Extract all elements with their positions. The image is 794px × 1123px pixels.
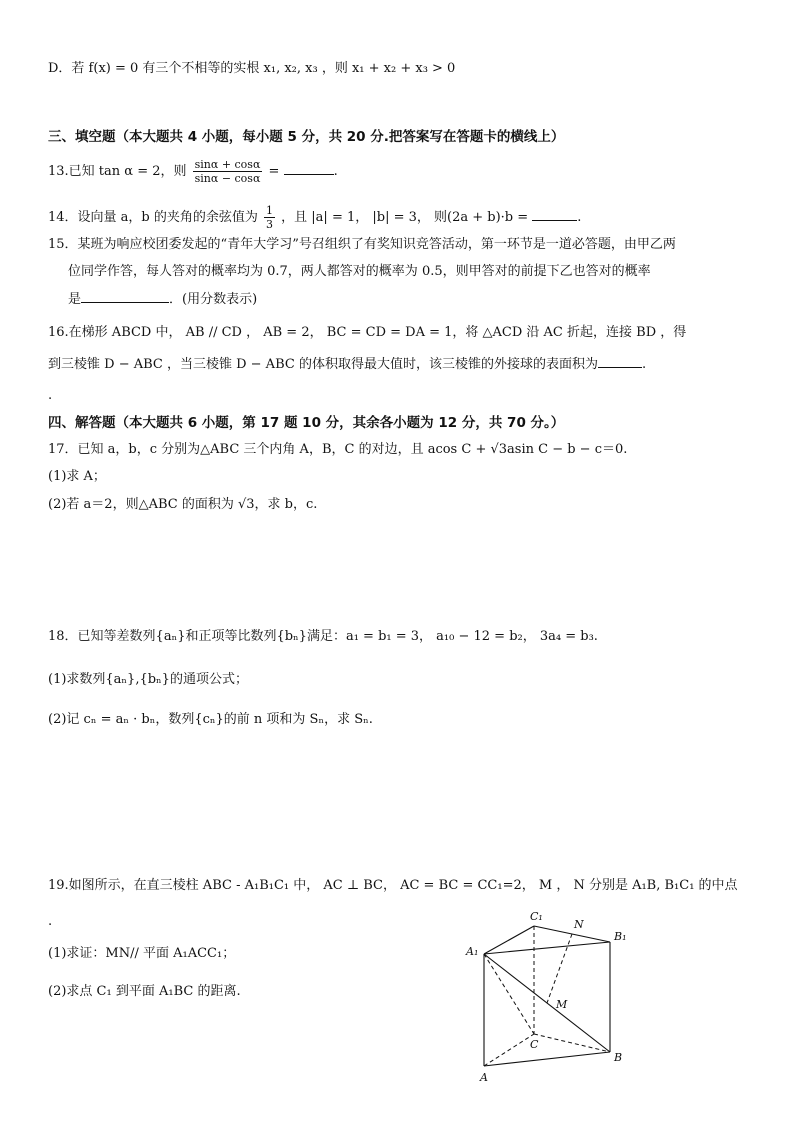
q13-numerator: sinα + cosα — [194, 158, 261, 171]
q14-numerator: 1 — [266, 204, 274, 217]
q19-part-2: (2)求点 C₁ 到平面 A₁BC 的距离. — [48, 984, 241, 999]
q14-prefix: 14．设向量 a，b 的夹角的余弦值为 — [48, 210, 258, 225]
q15-answer-blank[interactable] — [81, 290, 169, 303]
option-d: D．若 f(x) = 0 有三个不相等的实根 x₁, x₂, x₃ ，则 x₁ + x₂ + x₃ > 0 — [48, 61, 456, 76]
q15-line-1: 15．某班为响应校团委发起的“青年大学习”号召组织了有奖知识竞答活动，第一环节是一道必答题，由甲乙两 — [48, 237, 676, 252]
q19-part-1: (1)求证：MN// 平面 A₁ACC₁； — [48, 946, 236, 961]
q19-stem: 19.如图所示，在直三棱柱 ABC - A₁B₁C₁ 中， AC ⊥ BC， AC = BC = CC₁=2， M ， N 分别是 A₁B, B₁C₁ 的中点 — [48, 878, 738, 893]
q19-dot: . — [48, 914, 53, 929]
label-a: A — [480, 1071, 488, 1084]
question-14 — [48, 204, 581, 231]
q17-stem: 17．已知 a，b，c 分别为△ABC 三个内角 A，B，C 的对边，且 acos C + √3asin C − b − c＝0. — [48, 442, 628, 457]
q15-line-3-end: ．(用分数表示) — [169, 292, 258, 307]
stray-dot: . — [48, 388, 53, 403]
q13-prefix: 13.已知 tan α = 2，则 — [48, 164, 187, 179]
hidden-segment-n-m — [547, 934, 572, 1003]
q16-answer-blank[interactable] — [598, 355, 642, 368]
q16-line-2-text: 到三棱锥 D − ABC ，当三棱锥 D − ABC 的体积取得最大值时，该三棱锥的外接球的表面积为 — [48, 357, 598, 372]
q18-part-2: (2)记 cₙ = aₙ · bₙ，数列{cₙ}的前 n 项和为 Sₙ，求 Sₙ. — [48, 712, 373, 727]
label-c: C — [530, 1038, 539, 1051]
label-m: M — [556, 998, 568, 1011]
section-4-heading: 四、解答题（本大题共 6 小题，第 17 题 10 分，其余各小题为 12 分，共 70 分。） — [48, 415, 565, 431]
q18-stem: 18．已知等差数列{aₙ}和正项等比数列{bₙ}满足：a₁ = b₁ = 3， a₁₀ − 12 = b₂， 3a₄ = b₃. — [48, 629, 598, 644]
q13-answer-blank[interactable] — [284, 162, 334, 175]
q17-part-2: (2)若 a＝2，则△ABC 的面积为 √3，求 b，c. — [48, 497, 318, 512]
hidden-segment-a1-c — [484, 954, 534, 1034]
q14-fraction — [264, 204, 275, 231]
q14-end: . — [577, 210, 582, 225]
q14-rest: ，且 |a| = 1， |b| = 3， 则(2a + b)·b = — [281, 210, 529, 225]
prism-figure — [462, 908, 662, 1088]
label-n: N — [574, 918, 584, 931]
q17-part-1: (1)求 A； — [48, 469, 106, 484]
q16-line-1: 16.在梯形 ABCD 中， AB // CD ， AB = 2， BC = CD = DA = 1，将 △ACD 沿 AC 折起，连接 BD ，得 — [48, 325, 687, 340]
label-b1: B₁ — [614, 930, 627, 943]
q18-part-1: (1)求数列{aₙ},{bₙ}的通项公式； — [48, 672, 248, 687]
q15-line-3-start: 是 — [68, 292, 82, 307]
q13-fraction — [193, 158, 263, 185]
q13-denominator: sinα − cosα — [194, 172, 261, 185]
q14-answer-blank[interactable] — [532, 208, 577, 221]
q13-equals: = — [268, 164, 280, 179]
q13-end: . — [333, 164, 338, 179]
label-c1: C₁ — [530, 910, 543, 923]
q15-line-2: 位同学作答，每人答对的概率均为 0.7，两人都答对的概率为 0.5，则甲答对的前提下乙也答对的概率 — [68, 264, 651, 279]
label-b: B — [614, 1051, 623, 1064]
label-a1: A₁ — [466, 945, 479, 958]
q15-line-3 — [68, 290, 257, 309]
question-13 — [48, 158, 338, 185]
q16-line-2-end: . — [641, 357, 647, 372]
q16-line-2 — [48, 355, 646, 374]
q14-denominator: 3 — [266, 218, 274, 231]
section-3-heading: 三、填空题（本大题共 4 小题，每小题 5 分，共 20 分.把答案写在答题卡的横线上） — [48, 129, 565, 145]
